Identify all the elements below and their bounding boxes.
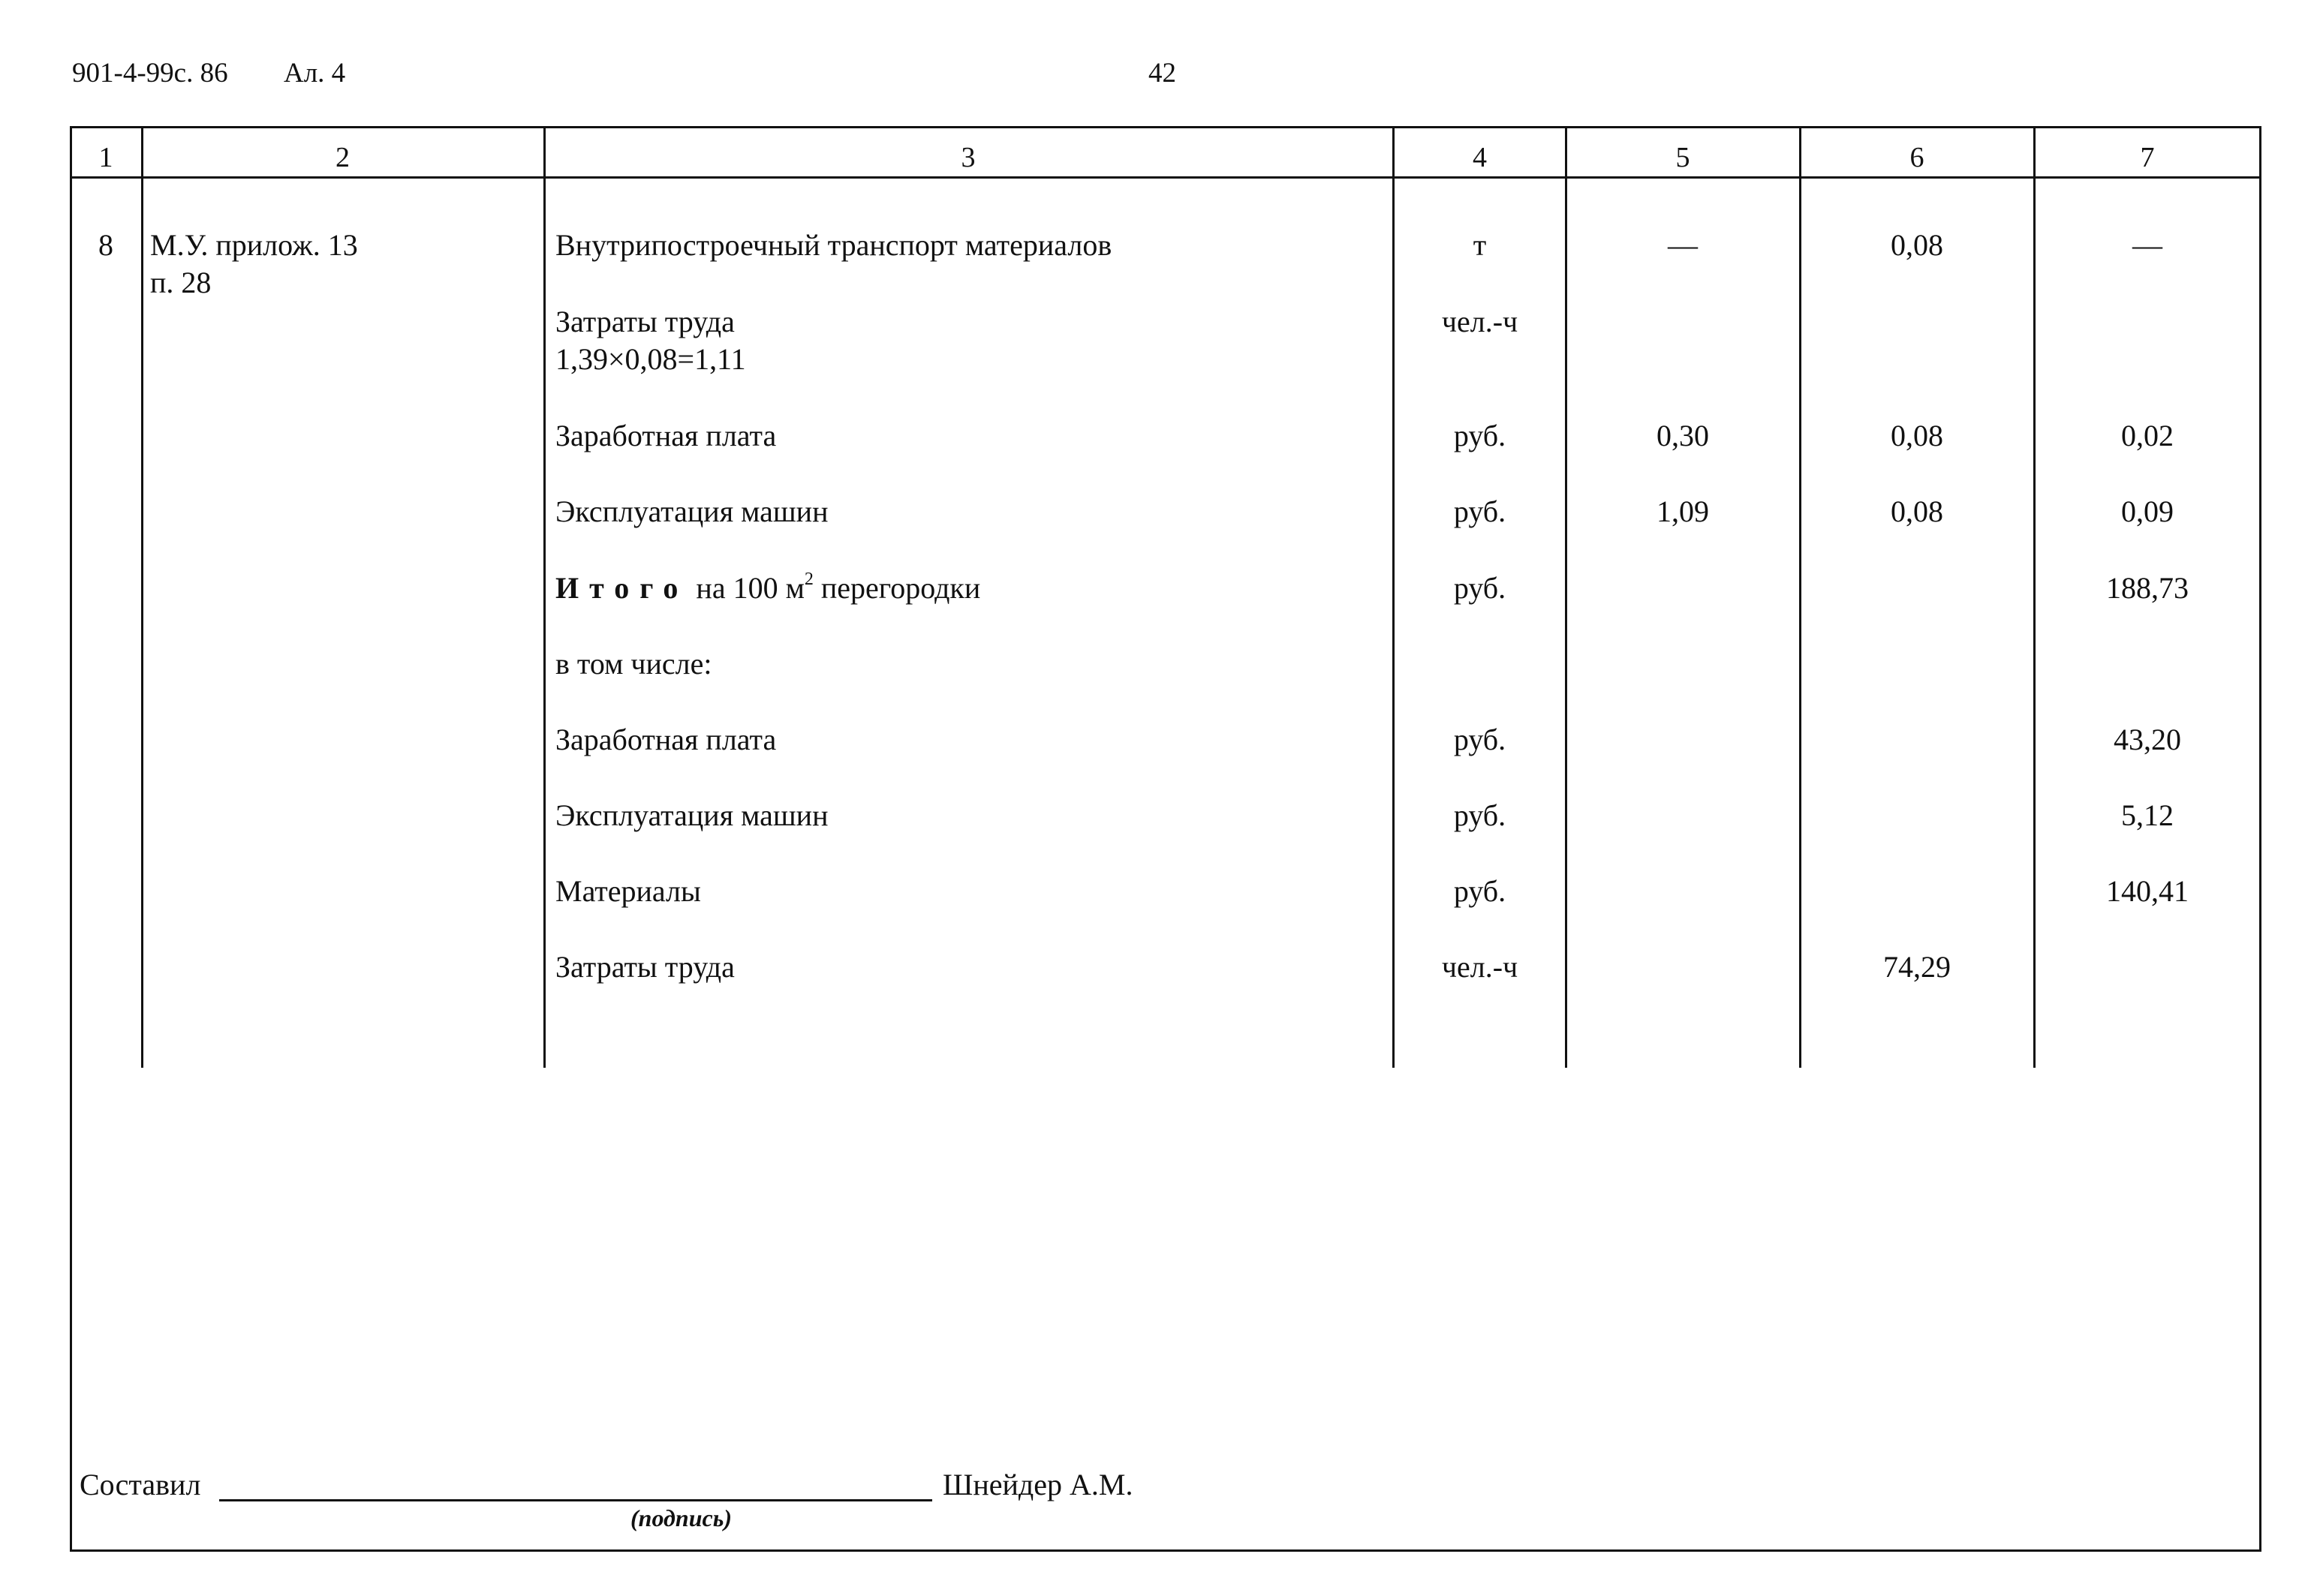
row-name: Внутрипостроечный транспорт материалов [555,228,1112,262]
row-value-col7: — [2132,228,2162,262]
row-value-col5: — [1668,228,1698,262]
row-name: Заработная плата [555,723,777,756]
row-unit: руб. [1453,723,1506,756]
row-unit: чел.-ч [1441,950,1518,984]
total-per-unit: на 100 м [696,571,805,605]
row-value-col7: 0,09 [2121,494,2174,528]
column-number-5: 5 [1675,142,1690,173]
row-value-col7: 5,12 [2121,798,2174,832]
row-value-col7: 188,73 [2106,571,2189,605]
album-number: Ал. 4 [284,58,346,89]
row-unit: чел.-ч [1441,305,1518,338]
unit-superscript: 2 [804,570,814,589]
column-divider-1 [141,126,143,1068]
row-unit: т [1473,228,1487,262]
row-name: в том числе: [555,647,712,681]
signature-label: Составил [80,1468,201,1501]
row-unit: руб. [1453,419,1506,452]
row-unit: руб. [1453,571,1506,605]
reference-line-2: п. 28 [150,266,212,299]
total-label: Итого [555,571,689,605]
total-row-name [555,570,980,607]
row-name: Затраты труда [555,305,735,338]
row-value-col5: 1,09 [1657,494,1709,528]
header-row-divider [70,176,2261,179]
row-name: Заработная плата [555,419,777,452]
table-frame [70,126,2261,1552]
signature-line [219,1499,932,1501]
column-divider-2 [543,126,546,1068]
column-number-7: 7 [2140,142,2155,173]
row-unit: руб. [1453,494,1506,528]
column-number-1: 1 [98,142,113,173]
row-formula: 1,39×0,08=1,11 [555,342,746,376]
item-number: 8 [98,228,113,262]
row-value-col5: 0,30 [1657,419,1709,452]
row-name: Эксплуатация машин [555,494,829,528]
page-number: 42 [1148,58,1176,89]
row-unit: руб. [1453,874,1506,908]
row-value-col6: 74,29 [1883,950,1951,984]
column-number-4: 4 [1473,142,1487,173]
row-unit: руб. [1453,798,1506,832]
signatory-name: Шнейдер А.М. [943,1468,1133,1501]
row-name: Затраты труда [555,950,735,984]
row-name: Материалы [555,874,701,908]
column-divider-5 [1799,126,1801,1068]
reference-line-1: М.У. прилож. 13 [150,228,358,262]
column-number-3: 3 [961,142,976,173]
column-number-6: 6 [1909,142,1924,173]
signature-caption: (подпись) [630,1504,732,1531]
column-divider-4 [1565,126,1567,1068]
document-code: 901-4-99с. 86 [72,58,228,89]
row-value-col6: 0,08 [1891,228,1943,262]
column-number-2: 2 [336,142,350,173]
row-value-col6: 0,08 [1891,419,1943,452]
row-value-col7: 0,02 [2121,419,2174,452]
row-name: Эксплуатация машин [555,798,829,832]
total-object: перегородки [820,571,981,605]
row-value-col6: 0,08 [1891,494,1943,528]
row-value-col7: 43,20 [2114,723,2181,756]
row-value-col7: 140,41 [2106,874,2189,908]
